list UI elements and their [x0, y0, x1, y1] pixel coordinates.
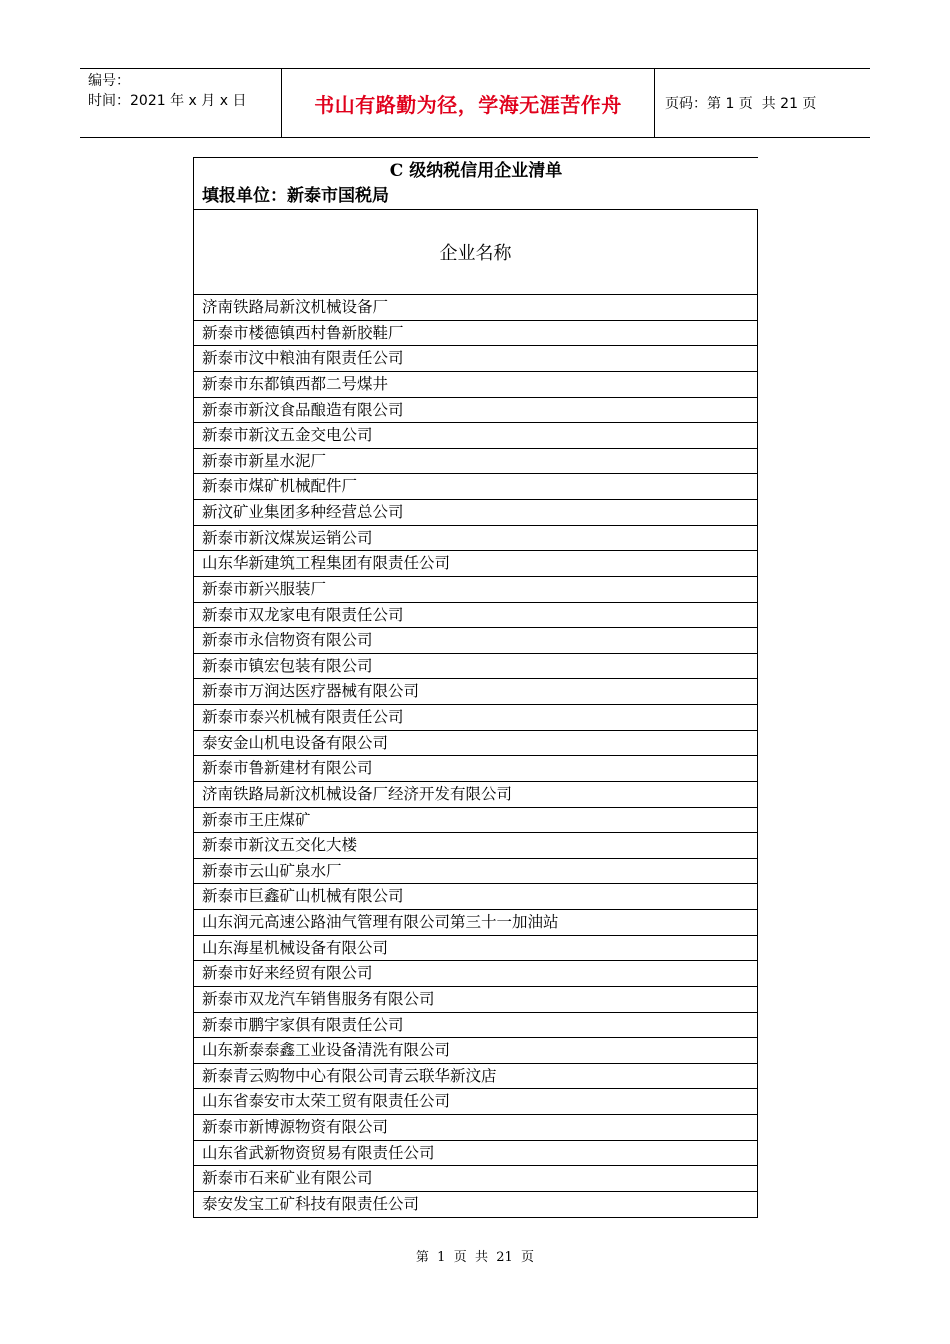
table-row: 山东省武新物资贸易有限责任公司: [194, 1141, 758, 1167]
table-row: 新泰市新汶食品酿造有限公司: [194, 398, 758, 424]
page-header: [80, 68, 870, 138]
table-row: 新泰市王庄煤矿: [194, 808, 758, 834]
table-row: 新泰青云购物中心有限公司青云联华新汶店: [194, 1064, 758, 1090]
table-row: 新泰市新兴服装厂: [194, 577, 758, 603]
header-page-info: [655, 69, 870, 137]
table-row: 新泰市好来经贸有限公司: [194, 961, 758, 987]
table-row: 新泰市双龙家电有限责任公司: [194, 603, 758, 629]
table-row: 泰安金山机电设备有限公司: [194, 731, 758, 757]
page-label: 页码：第 1 页 共 21 页: [665, 96, 817, 112]
table-row: 山东新泰泰鑫工业设备清洗有限公司: [194, 1038, 758, 1064]
table-row: 济南铁路局新汶机械设备厂: [194, 295, 758, 321]
table-row: 新泰市东都镇西都二号煤井: [194, 372, 758, 398]
table-row: 新泰市新博源物资有限公司: [194, 1115, 758, 1141]
table-row: 新泰市石来矿业有限公司: [194, 1166, 758, 1192]
table-row: 新泰市万润达医疗器械有限公司: [194, 679, 758, 705]
table-title: C 级纳税信用企业清单: [389, 161, 563, 181]
table-body: [194, 295, 758, 1218]
header-meta: [80, 69, 282, 137]
number-label: 编号：: [88, 73, 130, 89]
time-label: 时间：2021 年 x 月 x 日: [88, 93, 247, 109]
table-row: 新泰市双龙汽车销售服务有限公司: [194, 987, 758, 1013]
table-row: 新泰市云山矿泉水厂: [194, 859, 758, 885]
taxpayer-list-table: [193, 157, 758, 1218]
header-motto: 书山有路勤为径，学海无涯苦作舟: [282, 69, 655, 137]
table-row: 新泰市鹏宇家俱有限责任公司: [194, 1013, 758, 1039]
table-row: 山东润元高速公路油气管理有限公司第三十一加油站: [194, 910, 758, 936]
table-row: 新泰市汶中粮油有限责任公司: [194, 346, 758, 372]
table-row: 新泰市楼德镇西村鲁新胶鞋厂: [194, 321, 758, 347]
table-row: 新泰市新汶五金交电公司: [194, 423, 758, 449]
table-row: 新泰市巨鑫矿山机械有限公司: [194, 884, 758, 910]
table-row: 新泰市煤矿机械配件厂: [194, 474, 758, 500]
page-footer: 第 1 页 共 21 页: [415, 1250, 535, 1265]
table-row: 山东省泰安市太荣工贸有限责任公司: [194, 1089, 758, 1115]
filing-unit: 填报单位：新泰市国税局: [202, 186, 389, 206]
table-row: 新泰市镇宏包装有限公司: [194, 654, 758, 680]
table-row: 新泰市泰兴机械有限责任公司: [194, 705, 758, 731]
table-row: 新泰市新汶煤炭运销公司: [194, 526, 758, 552]
table-row: 泰安发宝工矿科技有限责任公司: [194, 1192, 758, 1218]
table-row: 新汶矿业集团多种经营总公司: [194, 500, 758, 526]
table-row: 新泰市永信物资有限公司: [194, 628, 758, 654]
table-row: 济南铁路局新汶机械设备厂经济开发有限公司: [194, 782, 758, 808]
table-row: 新泰市鲁新建材有限公司: [194, 756, 758, 782]
table-row: 山东海星机械设备有限公司: [194, 936, 758, 962]
table-row: 新泰市新星水泥厂: [194, 449, 758, 475]
table-row: 新泰市新汶五交化大楼: [194, 833, 758, 859]
column-header-company-name: 企业名称: [194, 209, 758, 295]
table-row: 山东华新建筑工程集团有限责任公司: [194, 551, 758, 577]
